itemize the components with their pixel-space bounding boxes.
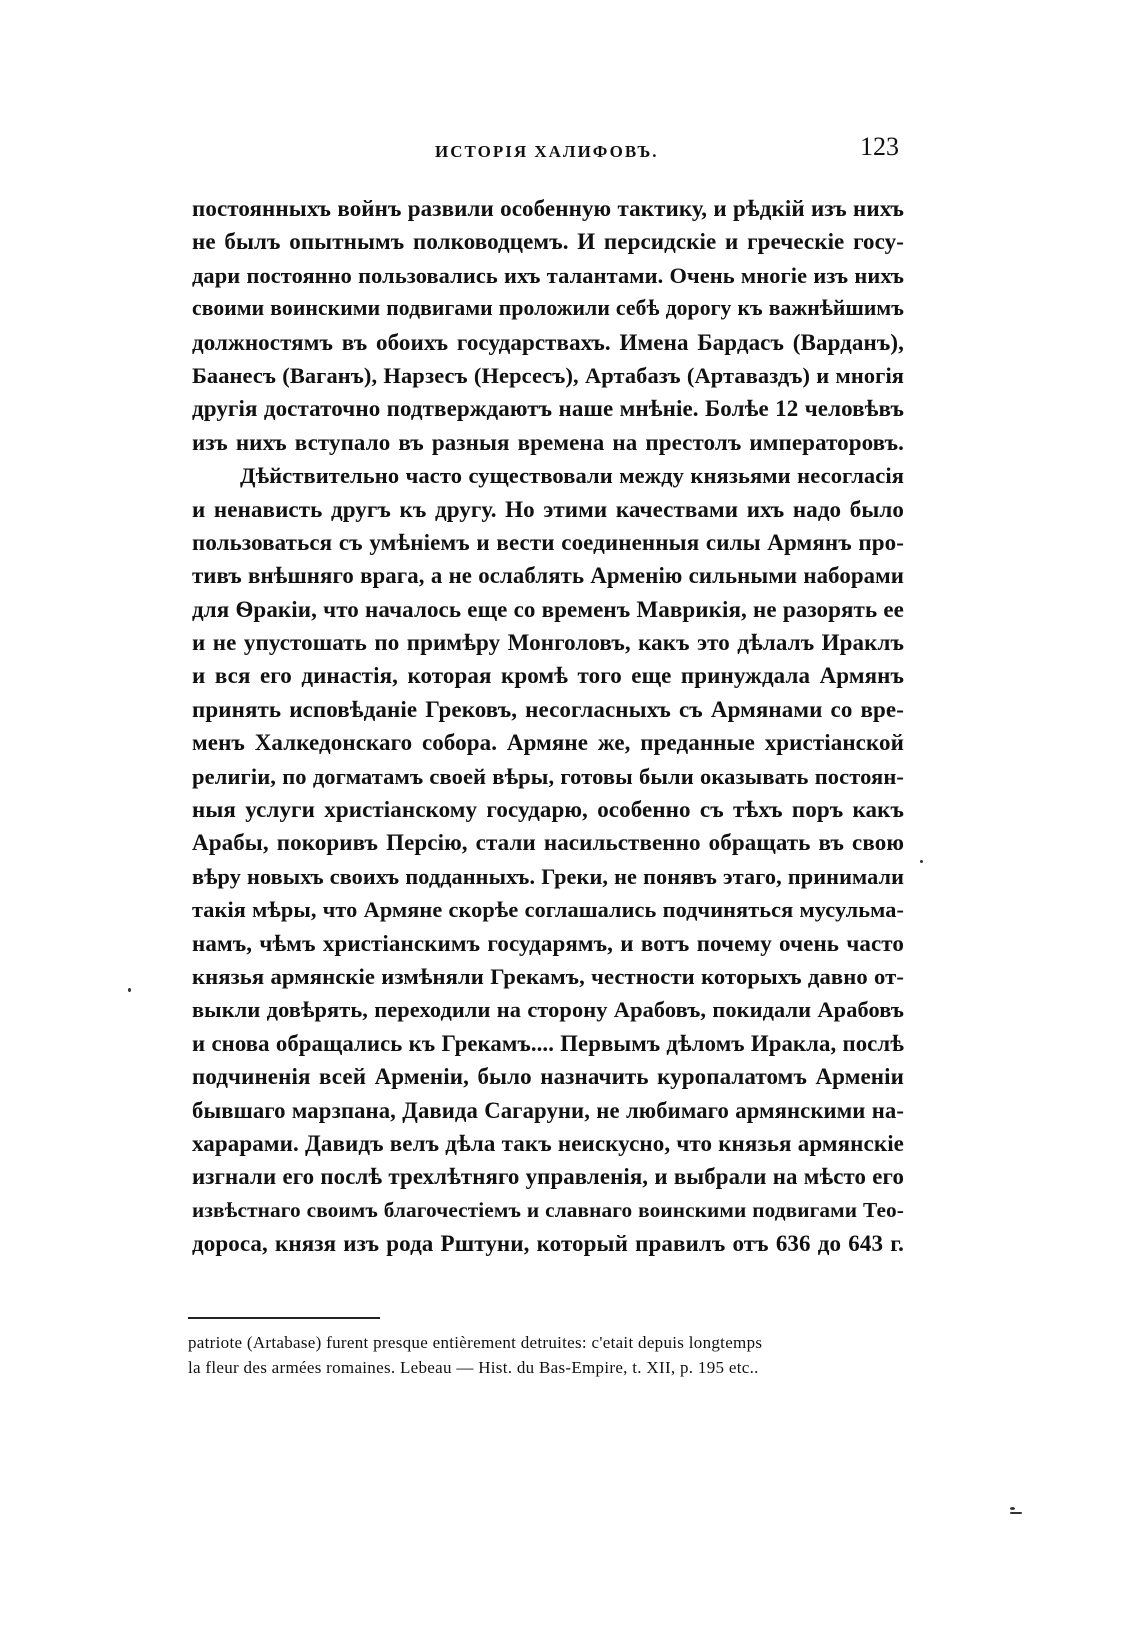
text-line: дороса, князя изъ рода Рштуни, который правилъ отъ 636 до 643 г.	[192, 1231, 904, 1257]
scan-speck	[1010, 1507, 1015, 1510]
text-line: и снова обращались къ Грекамъ.... Первымъ дѣломъ Иракла, послѣ	[192, 1030, 904, 1056]
text-line: пользоваться съ умѣніемъ и вести соединенныя силы Армянъ про-	[192, 529, 904, 555]
text-line: вѣру новыхъ своихъ подданныхъ. Греки, не понявъ этаго, принимали	[192, 863, 904, 889]
text-line: дари постоянно пользовались ихъ талантами. Очень многіе изъ нихъ	[192, 262, 904, 288]
text-line: менъ Халкедонскаго собора. Армяне же, преданные христіанской	[192, 730, 904, 756]
footnote-line: patriote (Artabase) furent presque entièrement detruites: c'etait depuis longtemps	[188, 1333, 763, 1352]
text-line: подчиненія всей Арменіи, было назначить куропалатомъ Арменіи	[192, 1064, 904, 1090]
running-title: ИСТОРІЯ ХАЛИФОВЪ.	[435, 142, 659, 161]
scan-speck	[920, 860, 923, 863]
text-line: принять исповѣданіе Грековъ, несогласныхъ съ Армянами со вре-	[192, 696, 904, 722]
text-line: намъ, чѣмъ христіанскимъ государямъ, и вотъ почему очень часто	[192, 930, 904, 956]
text-line: и вся его династія, которая кромѣ того еще принуждала Армянъ	[192, 663, 904, 689]
footnote-line: la fleur des armées romaines. Lebeau — Hist. du Bas-Empire, t. XII, p. 195 etc..	[188, 1358, 759, 1377]
text-line: Баанесъ (Ваганъ), Нарзесъ (Нерсесъ), Артабазъ (Артаваздъ) и многія	[192, 362, 904, 388]
text-line: такія мѣры, что Армяне скорѣе соглашались подчиняться мусульма-	[192, 897, 904, 923]
text-line: Дѣйствительно часто существовали между князьями несогласія	[240, 463, 904, 489]
text-line: князья армянскіе измѣняли Грекамъ, честности которыхъ давно от-	[192, 963, 904, 989]
text-line: не былъ опытнымъ полководцемъ. И персидскіе и греческіе госу-	[192, 229, 904, 255]
text-line: выкли довѣрять, переходили на сторону Арабовъ, покидали Арабовъ	[192, 997, 904, 1023]
text-line: харарами. Давидъ велъ дѣла такъ неискусно, что князья армянскіе	[192, 1130, 904, 1156]
footnote	[188, 1330, 908, 1380]
text-line: ныя услуги христіанскому государю, особенно съ тѣхъ поръ какъ	[192, 797, 904, 823]
text-line: Арабы, покоривъ Персію, стали насильственно обращать въ свою	[192, 830, 904, 856]
text-line: религіи, по догматамъ своей вѣры, готовы были оказывать постоян-	[192, 763, 904, 789]
text-line: своими воинскими подвигами проложили себѣ дорогу къ важнѣйшимъ	[192, 296, 904, 321]
scan-speck	[128, 988, 131, 992]
paragraph-2	[192, 459, 904, 1260]
text-line: постоянныхъ войнъ развили особенную тактику, и рѣдкій изъ нихъ	[192, 196, 904, 221]
text-line: изъ нихъ вступало въ разныя времена на престолъ императоровъ.	[192, 429, 904, 455]
text-line: тивъ внѣшняго врага, а не ослаблять Арменію сильными наборами	[192, 563, 904, 589]
paragraph-1	[192, 192, 904, 459]
text-line: изгнали его послѣ трехлѣтняго управленія, и выбрали на мѣсто его	[192, 1164, 904, 1190]
text-line: извѣстнаго своимъ благочестіемъ и славнаго воинскими подвигами Тео-	[192, 1197, 904, 1222]
page-header	[195, 132, 905, 172]
main-text	[192, 192, 904, 1261]
scan-speck	[1010, 1512, 1022, 1514]
text-line: и не упустошать по примѣру Монголовъ, какъ это дѣлалъ Ираклъ	[192, 630, 904, 656]
page-number: 123	[860, 132, 899, 161]
text-line: для Ѳракіи, что началось еще со временъ Маврикія, не разорять ее	[192, 596, 904, 622]
text-line: другія достаточно подтверждаютъ наше мнѣніе. Болѣе 12 человѣвъ	[192, 396, 904, 422]
footnote-rule	[188, 1317, 380, 1319]
text-line: должностямъ въ обоихъ государствахъ. Имена Бардасъ (Варданъ),	[192, 329, 904, 355]
text-line: бывшаго марзпана, Давида Сагаруни, не любимаго армянскими на-	[192, 1097, 904, 1123]
text-line: и ненависть другъ къ другу. Но этими качествами ихъ надо было	[192, 496, 904, 522]
